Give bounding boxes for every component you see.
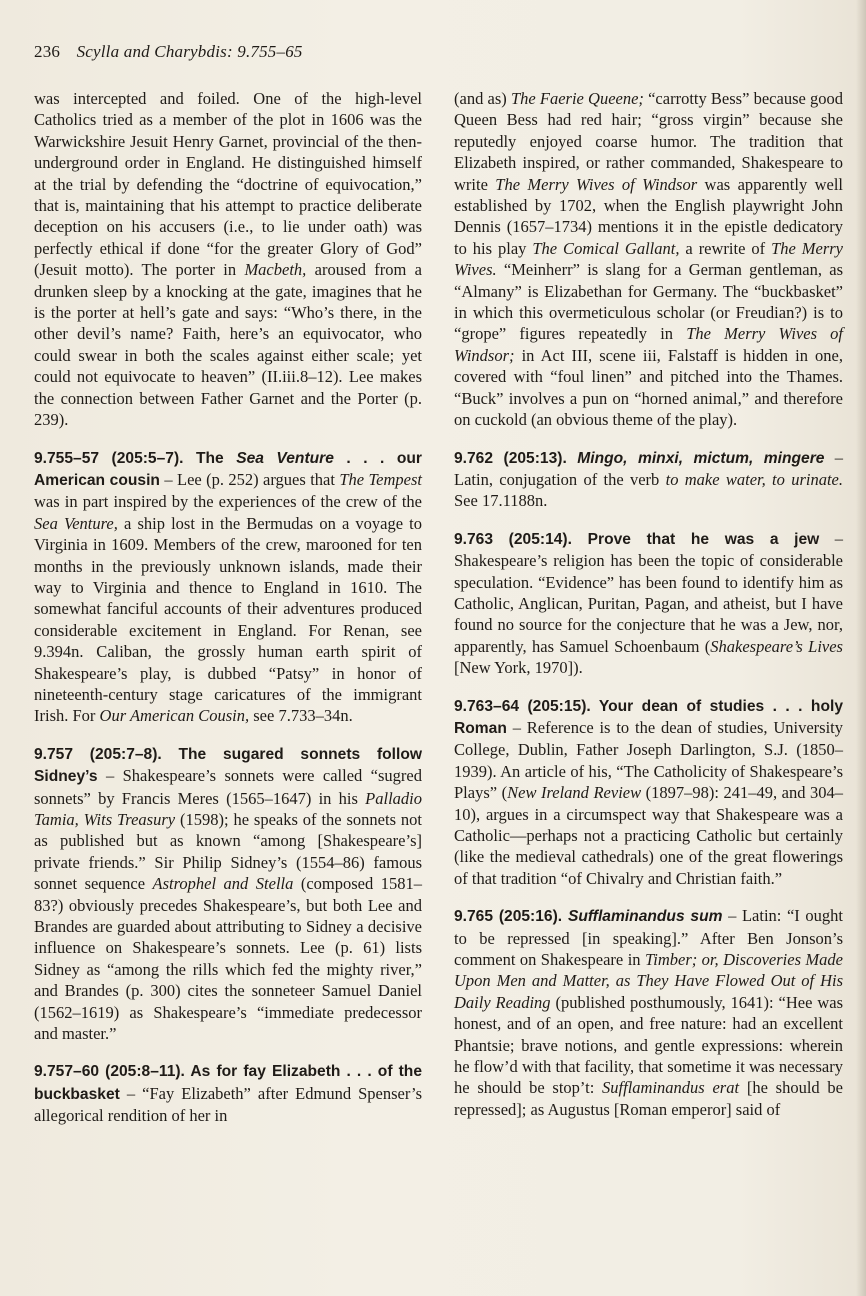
entry-lemma: 9.757 (205:7–8). The sugared sonnets follow Sidney’s	[34, 745, 422, 786]
annotation-entry-9-763-64: 9.763–64 (205:15). Your dean of studies . . . holy Roman – Reference is to the dean of studies, University College, Dublin, Father Joseph Darlington, S.J. (1850–1939). An article of his, “The Catholicity of Shakespeare’s Plays” (New Ireland Review (1897–98): 241–49, and 304–10), argues in a circumspect way that Shakespeare was a Catholic—perhaps not a practicing Catholic but certainly (like the medieval cathedrals) one of the great flowerings of that tradition “of Chivalry and Christian faith.”	[454, 697, 843, 888]
annotation-entry-9-763: 9.763 (205:14). Prove that he was a jew – Shakespeare’s religion has been the topic of considerable speculation. “Evidence” has been found to identify him as Catholic, Anglican, Puritan, Pagan, and atheist, but I have found no source for the conjecture that he was a Jew, nor, apparently, has Samuel Schoenbaum (Shakespeare’s Lives [New York, 1970]).	[454, 528, 843, 678]
page-edge-shadow	[856, 0, 866, 1296]
annotation-entry-9-762: 9.762 (205:13). Mingo, minxi, mictum, mingere – Latin, conjugation of the verb to make water, to urinate. See 17.1188n.	[454, 447, 843, 511]
entry-lemma: 9.765 (205:16). Sufflaminandus sum	[454, 908, 723, 926]
annotation-entry-9-755: 9.755–57 (205:5–7). The Sea Venture . . . our American cousin – Lee (p. 252) argues that The Tempest was in part inspired by the experiences of the crew of the Sea Venture, a ship lost in the Bermudas on a voyage to Virginia in 1609. Members of the crew, marooned for ten months in the previously unknown islands, made their way to Virginia and thence to England in 1610. The somewhat fanciful accounts of their adventures produced considerable excitement in England. For Renan, see 9.394n. Caliban, the grossly human earth spirit of Shakespeare’s play, is dubbed “Patsy” in honor of nineteenth-century stage caricatures of the immigrant Irish. For Our American Cousin, see 7.733–34n.	[34, 449, 422, 726]
page-number: 236	[34, 42, 61, 61]
running-header	[34, 42, 303, 62]
entry-lemma: 9.755–57 (205:5–7). The Sea Venture . . . our American cousin	[34, 449, 422, 489]
running-title: Scylla and Charybdis: 9.755–65	[76, 42, 303, 61]
continued-paragraph: (and as) The Faerie Queene; “carrotty Bess” because good Queen Bess had red hair; “gross virgin” because she reputedly enjoyed coarse humor. The tradition that Elizabeth inspired, or rather commanded, Shakespeare to write The Merry Wives of Windsor was apparently well established by 1702, when the English playwright John Dennis (1657–1734) mentions it in the epistle dedicatory to his play The Comical Gallant, a rewrite of The Merry Wives. “Meinherr” is slang for a German gentleman, as “Almany” is Elizabethan for Germany. The “buckbasket” in which this overmeticulous scholar (or Freudian?) is to “grope” figures repeatedly in The Merry Wives of Windsor; in Act III, scene iii, Falstaff is hidden in one, covered with “foul linen” and pitched into the Thames. “Buck” involves a pun on “horned animal,” and therefore on cuckold (an obvious theme of the play).	[454, 89, 844, 430]
entry-lemma: 9.763 (205:14). Prove that he was a jew	[454, 530, 820, 548]
annotation-entry-9-757-60: 9.757–60 (205:8–11). As for fay Elizabeth . . . of the buckbasket – “Fay Elizabeth” after Edmund Spenser’s allegorical rendition of her in	[34, 1063, 422, 1126]
entry-lemma: 9.763–64 (205:15). Your dean of studies . . . holy Roman	[454, 697, 843, 737]
annotation-entry-9-757: 9.757 (205:7–8). The sugared sonnets follow Sidney’s – Shakespeare’s sonnets were called “sugred sonnets” by Francis Meres (1565–1647) in his Palladio Tamia, Wits Treasury (1598); he speaks of the sonnets not as published but as known “among [Shakespeare’s] private friends.” Sir Philip Sidney’s (1554–86) famous sonnet sequence Astrophel and Stella (composed 1581–83?) obviously precedes Shakespeare’s, but both Lee and Brandes are guarded about attributing to Sidney a decisive influence on Shakespeare’s sonnets. Lee (p. 61) lists Sidney as “among the rills which fed the mighty river,” and Brandes (p. 300) cites the sonneteer Samuel Daniel (1562–1619) as Shakespeare’s “immediate predecessor and master.”	[34, 745, 422, 1044]
right-column	[454, 88, 843, 1136]
left-column	[34, 88, 422, 1143]
continued-paragraph: was intercepted and foiled. One of the high-level Catholics tried as a member of the plot in 1606 was the Warwickshire Jesuit Henry Garnet, provincial of the then-underground order in England. He distinguished himself at the trial by defending the “doctrine of equivocation,” that is, maintaining that his attempt to practice deliberate deception on his accusers (i.e., to lie under oath) was perfectly ethical if done “for the greater Glory of God” (Jesuit motto). The porter in Macbeth, aroused from a drunken sleep by a knocking at the gate, imagines that he is the porter at hell’s gate and says: “Who’s there, in the other devil’s name? Faith, here’s an equivocator, who could swear in both the scales against either scale; yet could not equivocate to heaven” (II.iii.8–12). Lee makes the connection between Father Garnet and the Porter (p. 239).	[34, 89, 422, 430]
entry-lemma: 9.762 (205:13). Mingo, minxi, mictum, mingere	[454, 449, 825, 467]
annotation-entry-9-765: 9.765 (205:16). Sufflaminandus sum – Latin: “I ought to be repressed [in speaking].” After Ben Jonson’s comment on Shakespeare in Timber; or, Discoveries Made Upon Men and Matter, as They Have Flowed Out of His Daily Reading (published posthumously, 1641): “Hee was honest, and of an open, and free nature: had an excellent Phantsie; brave notions, and gentle expressions: wherein he flow’d with that facility, that sometime it was necessary he should be stop’t: Sufflaminandus erat [he should be repressed]; as Augustus [Roman emperor] said of	[454, 906, 843, 1119]
entry-lemma: 9.757–60 (205:8–11). As for fay Elizabeth . . . of the buckbasket	[34, 1063, 422, 1103]
